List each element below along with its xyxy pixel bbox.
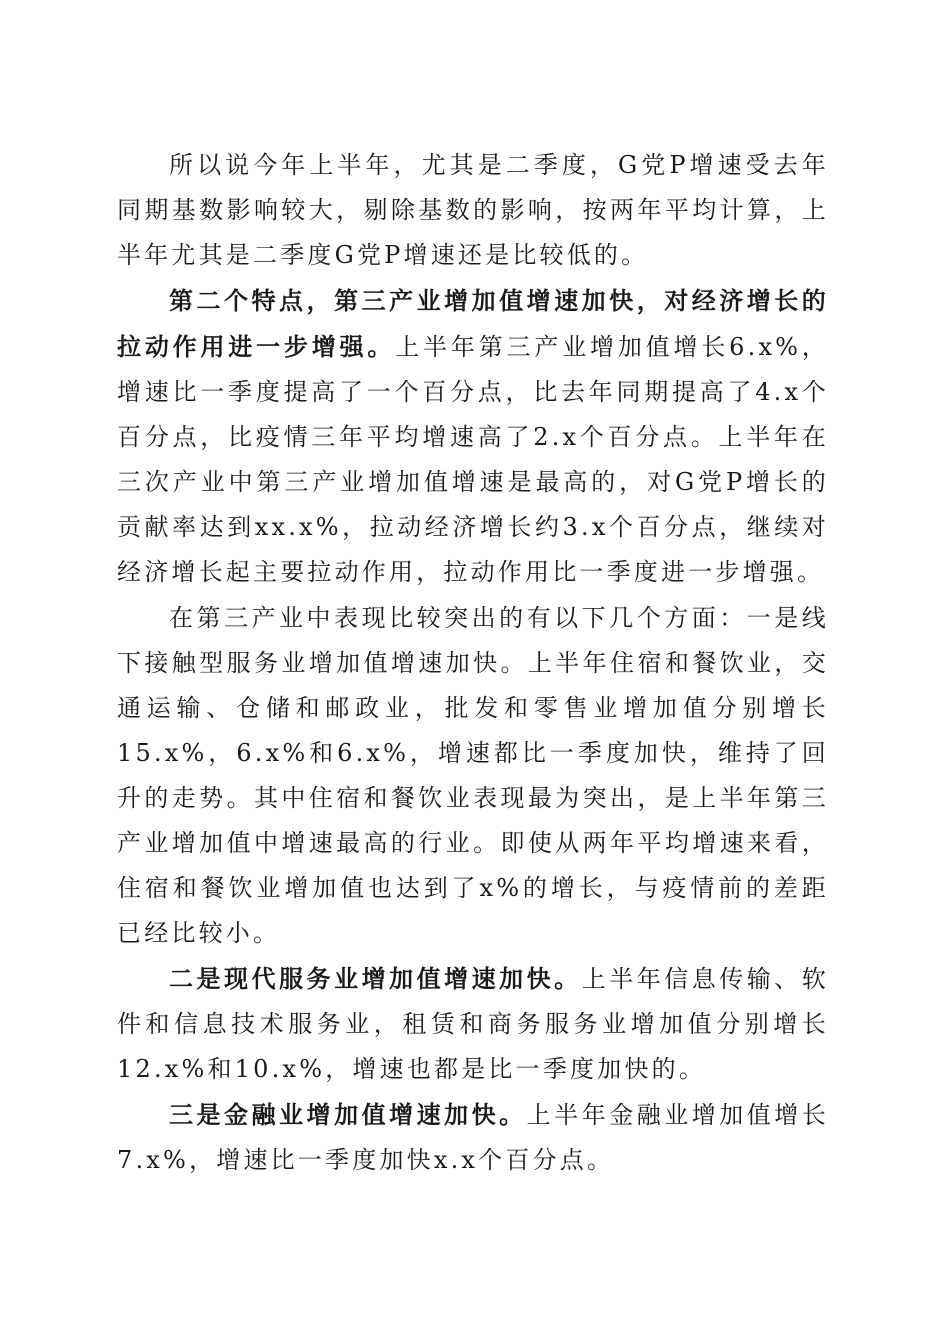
paragraph-5-text: 上半年金融业增加值增长7.x%，增速比一季度加快x.x个百分点。 bbox=[117, 1101, 829, 1174]
paragraph-3-text: 在第三产业中表现比较突出的有以下几个方面：一是线下接触型服务业增加值增速加快。上半年住宿和餐饮业，交通运输、仓储和邮政业，批发和零售业增加值分别增长15.x%，6.x%和6.x%，增速都比一季度加快，维持了回升的走势。其中住宿和餐饮业表现最为突出，是上半年第三产业增加值中增速最高的行业。即使从两年平均增速来看，住宿和餐饮业增加值也达到了x%的增长，与疫情前的差距已经比较小。 bbox=[117, 604, 829, 947]
paragraph-5-lead: 三是金融业增加值增速加快。 bbox=[169, 1100, 527, 1129]
paragraph-2 bbox=[117, 278, 829, 595]
paragraph-1-text: 所以说今年上半年，尤其是二季度，G党P增速受去年同期基数影响较大，剔除基数的影响，按两年平均计算，上半年尤其是二季度G党P增速还是比较低的。 bbox=[117, 151, 829, 269]
paragraph-4-lead: 二是现代服务业增加值增速加快。 bbox=[169, 964, 582, 993]
paragraph-5 bbox=[117, 1092, 829, 1183]
paragraph-3 bbox=[117, 595, 829, 956]
paragraph-2-lead: 第二个特点，第三产业增加值增速加快，对经济增长的拉动作用进一步增强。 bbox=[117, 286, 829, 361]
paragraph-2-text: 上半年第三产业增加值增长6.x%，增速比一季度提高了一个百分点，比去年同期提高了4.x个百分点，比疫情三年平均增速高了2.x个百分点。上半年在三次产业中第三产业增加值增速是最高的，对G党P增长的贡献率达到xx.x%，拉动经济增长约3.x个百分点，继续对经济增长起主要拉动作用，拉动作用比一季度进一步增强。 bbox=[117, 333, 830, 586]
paragraph-1 bbox=[117, 142, 829, 278]
paragraph-4 bbox=[117, 956, 829, 1092]
paragraph-4-text: 上半年信息传输、软件和信息技术服务业，租赁和商务服务业增加值分别增长12.x%和10.x%，增速也都是比一季度加快的。 bbox=[117, 965, 829, 1083]
document-body bbox=[117, 142, 829, 1183]
